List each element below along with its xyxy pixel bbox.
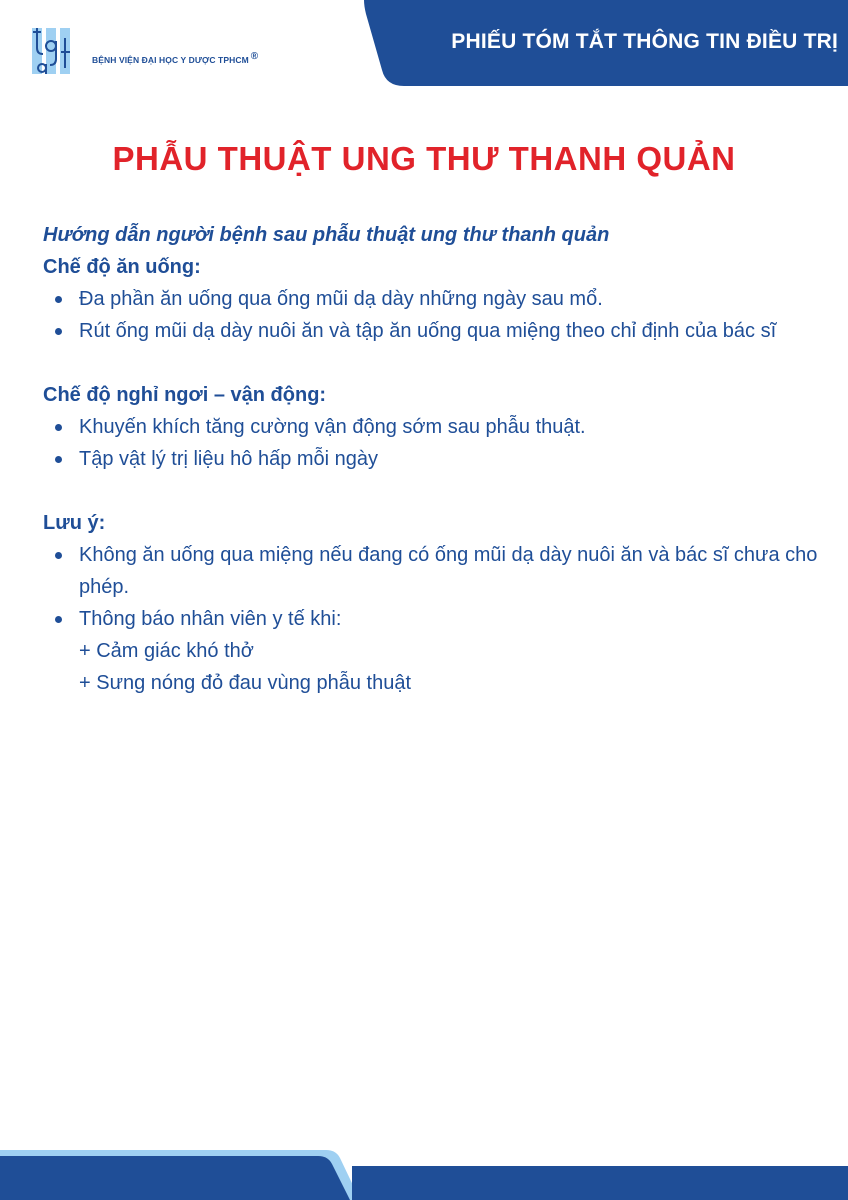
document-title: PHẪU THUẬT UNG THƯ THANH QUẢN — [112, 140, 736, 177]
header-banner — [364, 0, 848, 86]
hospital-name: BỆNH VIỆN ĐẠI HỌC Y DƯỢC TPHCM ® — [92, 51, 259, 65]
section-notes — [43, 507, 833, 699]
sub-item: + Sưng nóng đỏ đau vùng phẫu thuật — [79, 672, 412, 694]
section-heading: Chế độ ăn uống: — [43, 256, 201, 278]
list-item: Đa phần ăn uống qua ống mũi dạ dày những ngày sau mổ. — [79, 283, 833, 315]
intro-text: Hướng dẫn người bệnh sau phẫu thuật ung thư thanh quản — [43, 224, 610, 246]
section-heading: Lưu ý: — [43, 512, 106, 534]
umc-logo-icon — [30, 24, 86, 80]
bullet-list — [43, 411, 833, 475]
bullet-list — [43, 283, 833, 347]
list-item-text: Thông báo nhân viên y tế khi: — [79, 608, 342, 630]
list-item — [79, 603, 833, 699]
section-rest-activity — [43, 379, 833, 475]
list-item: Không ăn uống qua miệng nếu đang có ống mũi dạ dày nuôi ăn và bác sĩ chưa cho phép. — [79, 539, 833, 603]
hospital-logo — [30, 24, 258, 80]
list-item: Tập vật lý trị liệu hô hấp mỗi ngày — [79, 443, 833, 475]
section-heading: Chế độ nghỉ ngơi – vận động: — [43, 384, 327, 406]
list-item: Khuyến khích tăng cường vận động sớm sau phẫu thuật. — [79, 411, 833, 443]
footer-band — [0, 1144, 848, 1200]
sub-item: + Cảm giác khó thở — [79, 640, 254, 662]
list-item: Rút ống mũi dạ dày nuôi ăn và tập ăn uống qua miệng theo chỉ định của bác sĩ — [79, 315, 833, 347]
document-content — [43, 219, 833, 699]
section-diet — [43, 251, 833, 347]
registered-mark: ® — [250, 51, 259, 63]
banner-title: PHIẾU TÓM TẮT THÔNG TIN ĐIỀU TRỊ — [451, 30, 838, 53]
bullet-list — [43, 539, 833, 699]
